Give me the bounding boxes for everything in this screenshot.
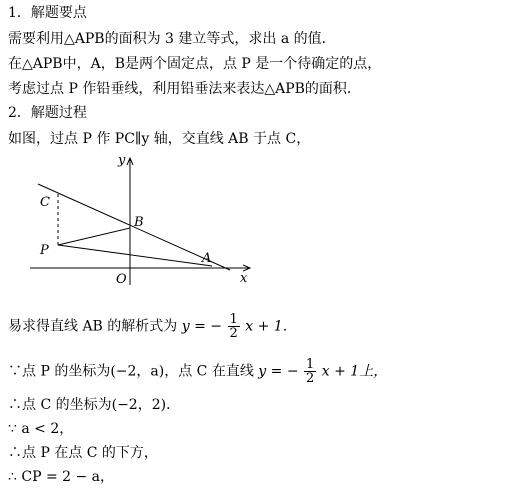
segment-pa — [58, 245, 212, 266]
fraction-denominator: 2 — [229, 326, 238, 341]
label-p: P — [40, 243, 49, 258]
segment-pb — [58, 228, 130, 245]
label-c: C — [40, 195, 50, 210]
section2-intro: 如图，过点 P 作 PC∥y 轴，交直线 AB 于点 C， — [8, 131, 311, 147]
section1-heading: 1．解题要点 — [8, 5, 87, 21]
fraction-numerator-2: 1 — [306, 357, 315, 372]
label-a: A — [202, 251, 212, 266]
step-1-equation: y = − — [181, 318, 223, 335]
step-2 — [8, 358, 387, 385]
step-1-equation-tail: x + 1． — [245, 318, 297, 335]
step-2-equation: y = − — [258, 363, 299, 380]
step-4: ∵ a < 2， — [8, 421, 74, 437]
section1-para-3: 考虑过点 P 作铅垂线，利用铅垂法来表达△APB的面积． — [8, 81, 361, 97]
fraction-numerator: 1 — [229, 312, 238, 327]
fraction-one-half-2 — [304, 358, 316, 385]
fraction-denominator-2: 2 — [306, 371, 315, 386]
fraction-one-half — [228, 313, 240, 340]
section2-heading: 2．解题过程 — [8, 105, 87, 121]
step-1-text: 易求得直线 AB 的解析式为 — [8, 318, 178, 335]
step-5: ∴点 P 在点 C 的下方， — [8, 445, 158, 461]
label-x: x — [240, 271, 248, 286]
step-2-equation-tail: x + 1上， — [321, 363, 388, 380]
step-3: ∴点 C 的坐标为(−2，2)． — [8, 397, 181, 413]
label-b: B — [134, 215, 144, 230]
step-6: ∴ CP = 2 − a， — [8, 469, 115, 485]
label-o: O — [116, 272, 127, 287]
step-1 — [8, 313, 297, 340]
section1-para-2: 在△APB中，A，B是两个固定点，点 P 是一个待确定的点， — [8, 56, 382, 72]
step-2-text: ∵点 P 的坐标为(−2，a)，点 C 在直线 — [8, 363, 254, 380]
label-y: y — [118, 153, 126, 168]
section1-para-1: 需要利用△APB的面积为 3 建立等式，求出 a 的值． — [8, 31, 336, 47]
coordinate-figure — [0, 150, 270, 290]
